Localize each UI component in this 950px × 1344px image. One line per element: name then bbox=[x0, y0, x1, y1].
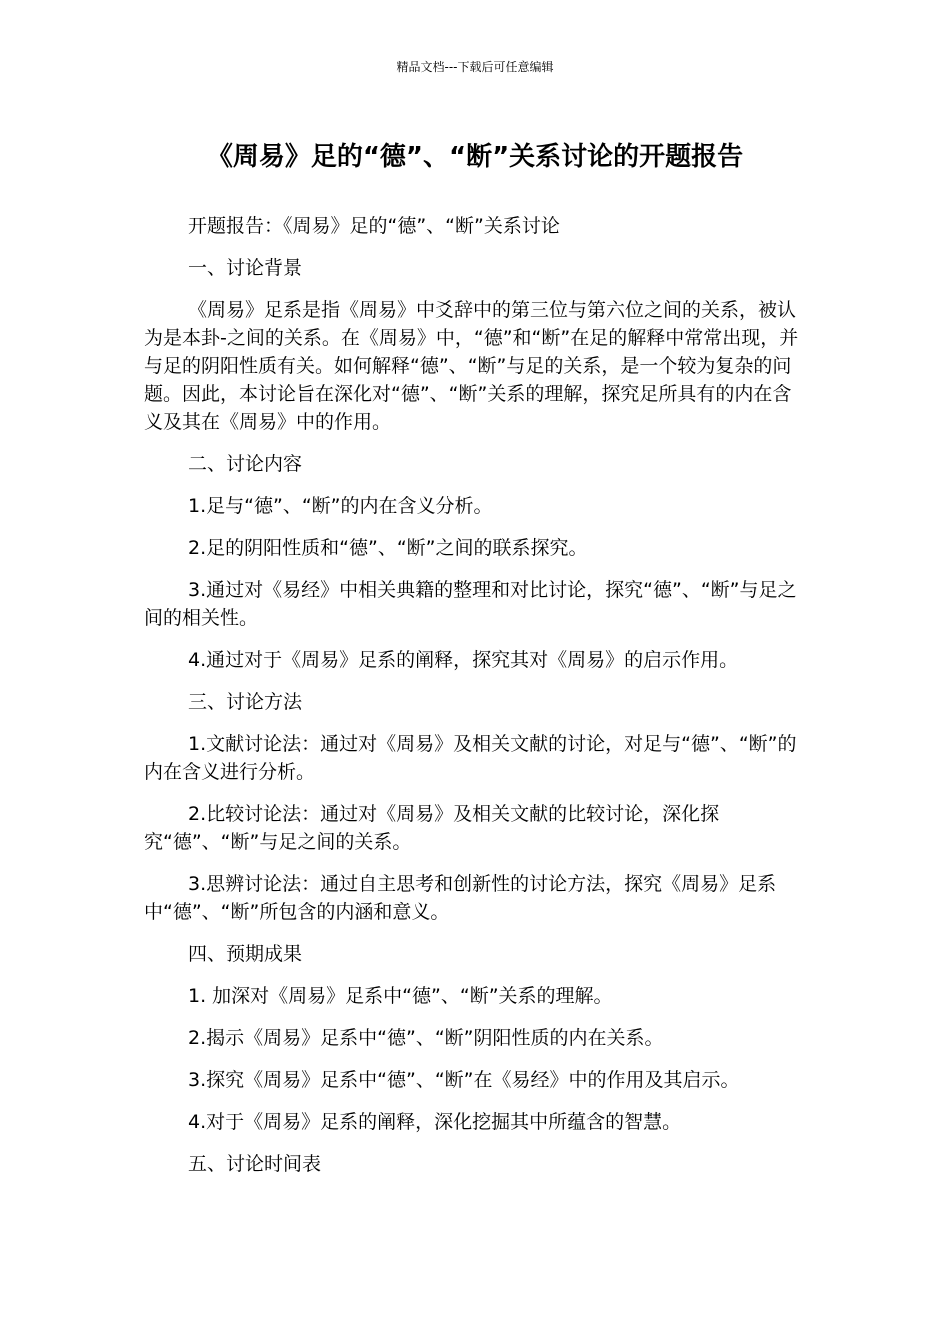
paragraph-background: 《周易》足系是指《周易》中爻辞中的第三位与第六位之间的关系，被认为是本卦-之间的关系。在《周易》中，“德”和“断”在足的解释中常常出现，并与足的阴阳性质有关。如何解释“德”、“断”与足的关系，是一个较为复杂的问题。因此，本讨论旨在深化对“德”、“断”关系的理解，探究足所具有的内在含义及其在《周易》中的作用。 bbox=[144, 299, 799, 433]
document-title: 《周易》足的“德”、“断”关系讨论的开题报告 bbox=[206, 142, 744, 172]
outcome-item-4: 4.对于《周易》足系的阐释，深化挖掘其中所蕴含的智慧。 bbox=[188, 1111, 682, 1133]
content-item-1: 1.足与“德”、“断”的内在含义分析。 bbox=[188, 495, 493, 517]
outcome-item-3: 3.探究《周易》足系中“德”、“断”在《易经》中的作用及其启示。 bbox=[188, 1069, 740, 1091]
paragraph-intro: 开题报告：《周易》足的“德”、“断”关系讨论 bbox=[188, 215, 560, 237]
outcome-item-1: 1. 加深对《周易》足系中“德”、“断”关系的理解。 bbox=[188, 985, 613, 1007]
section-heading-content: 二、讨论内容 bbox=[188, 453, 303, 475]
outcome-item-2: 2.揭示《周易》足系中“德”、“断”阴阳性质的内在关系。 bbox=[188, 1027, 664, 1049]
section-heading-outcomes: 四、预期成果 bbox=[188, 943, 303, 965]
content-item-4: 4.通过对于《周易》足系的阐释，探究其对《周易》的启示作用。 bbox=[188, 649, 739, 671]
section-heading-schedule: 五、讨论时间表 bbox=[188, 1153, 322, 1175]
section-heading-methods: 三、讨论方法 bbox=[188, 691, 303, 713]
header-note: 精品文档---下载后可任意编辑 bbox=[396, 60, 554, 74]
content-item-2: 2.足的阴阳性质和“德”、“断”之间的联系探究。 bbox=[188, 537, 588, 559]
method-item-3: 3.思辨讨论法：通过自主思考和创新性的讨论方法，探究《周易》足系中“德”、“断”所包含的内涵和意义。 bbox=[144, 873, 777, 923]
document-body bbox=[144, 212, 806, 1192]
section-heading-background: 一、讨论背景 bbox=[188, 257, 303, 279]
method-item-2: 2.比较讨论法：通过对《周易》及相关文献的比较讨论，深化探究“德”、“断”与足之间的关系。 bbox=[144, 803, 720, 853]
method-item-1: 1.文献讨论法：通过对《周易》及相关文献的讨论，对足与“德”、“断”的内在含义进行分析。 bbox=[144, 733, 797, 783]
content-item-3: 3.通过对《易经》中相关典籍的整理和对比讨论，探究“德”、“断”与足之间的相关性。 bbox=[144, 579, 797, 629]
